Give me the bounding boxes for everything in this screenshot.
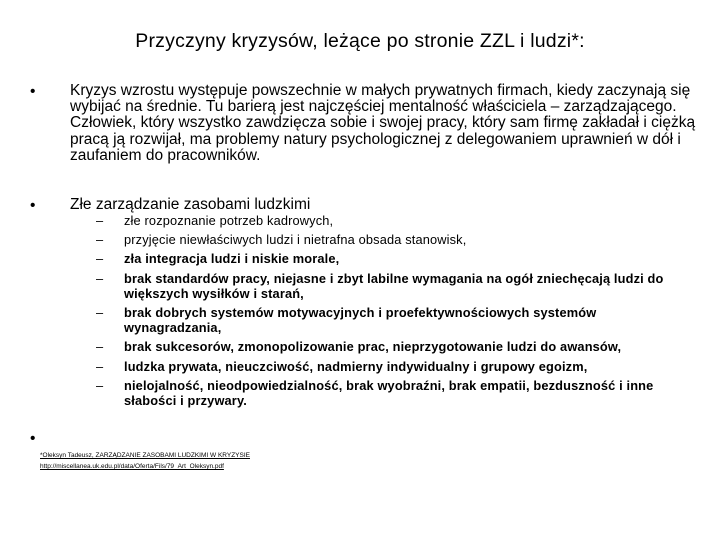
dash-marker: –	[96, 232, 104, 248]
list-item	[96, 232, 676, 247]
list-item-text: brak standardów pracy, niejasne i zbyt labilne wymagania na ogół zniechęcają ludzi do większych wysiłków i starań,	[124, 270, 664, 301]
bullet-text-hr-mismanagement: Złe zarządzanie zasobami ludzkimi	[70, 196, 311, 213]
list-item-text: brak dobrych systemów motywacyjnych i proefektywnościowych systemów wynagradzania,	[124, 305, 597, 336]
footnote	[40, 450, 660, 472]
list-item	[96, 213, 676, 228]
dash-marker: –	[96, 251, 104, 267]
bullet-marker-3: •	[30, 430, 36, 447]
page-title: Przyczyny kryzysów, leżące po stronie ZZL i ludzi*:	[135, 30, 585, 52]
list-item-text: nielojalność, nieodpowiedzialność, brak wyobraźni, brak empatii, bezduszność i inne słabości i przywary.	[124, 377, 654, 409]
list-item	[96, 271, 676, 301]
list-item-text: ludzka prywata, nieuczciwość, nadmierny indywidualny i grupowy egoizm,	[124, 358, 588, 374]
list-item	[96, 359, 676, 374]
bullet-marker-2: •	[30, 197, 36, 214]
list-item	[96, 251, 676, 266]
bullet-marker-1: •	[30, 83, 36, 100]
list-item	[96, 305, 676, 335]
sub-list	[96, 213, 676, 412]
bullet-text-growth-crisis: Kryzys wzrostu występuje powszechnie w małych prywatnych firmach, kiedy zaczynają się wybijać na średnie. Tu barierą jest najczęściej mentalność właściciela – zarządzającego. Człowiek, który wszystko zawdzięcza sobie i swojej pracy, który sam firmę zakładał i ciężką pracą ją rozwijał, ma problemy natury psychologicznej z delegowaniem uprawnień w dół i zaufaniem do pracowników.	[70, 82, 696, 164]
dash-marker: –	[96, 305, 104, 321]
list-item-text: brak sukcesorów, zmonopolizowanie prac, nieprzygotowanie ludzi do awansów,	[124, 339, 622, 355]
list-item	[96, 339, 676, 354]
dash-marker: –	[96, 339, 104, 355]
footnote-link[interactable]: http://miscellanea.uk.edu.pl/data/Oferta/Fils/79_Art_Oleksyn.pdf	[40, 463, 224, 470]
list-item-text: zła integracja ludzi i niskie morale,	[124, 251, 340, 267]
list-item	[96, 378, 676, 408]
list-item-text: przyjęcie niewłaściwych ludzi i nietrafna obsada stanowisk,	[124, 232, 467, 248]
dash-marker: –	[96, 213, 104, 228]
footnote-citation: *Oleksyn Tadeusz, ZARZĄDZANIE ZASOBAMI LUDZKIMI W KRYZYSIE	[40, 452, 250, 459]
list-item-text: złe rozpoznanie potrzeb kadrowych,	[124, 213, 334, 228]
dash-marker: –	[96, 377, 104, 393]
dash-marker: –	[96, 270, 104, 286]
dash-marker: –	[96, 358, 104, 374]
